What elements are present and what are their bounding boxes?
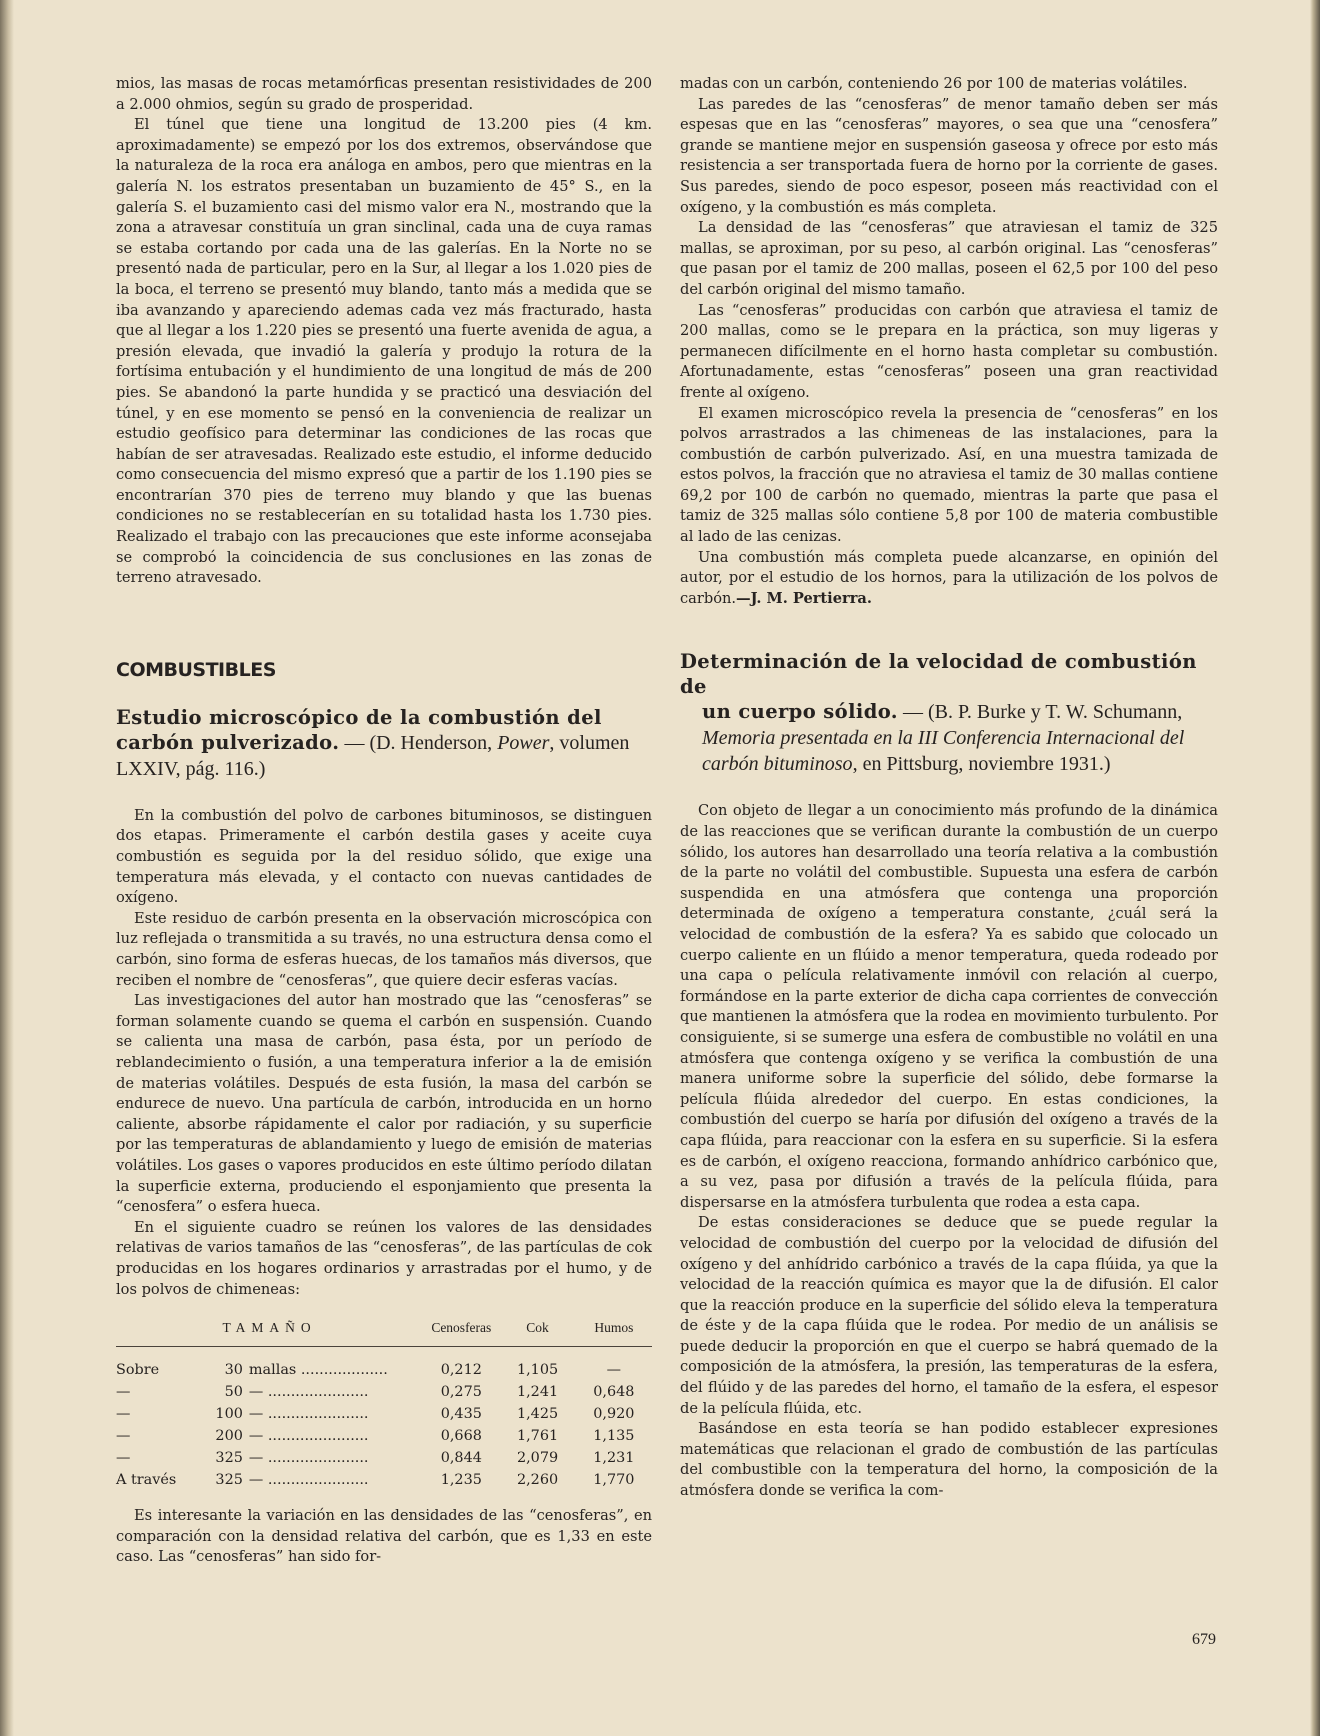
article-paragraph: El examen microscópico revela la presencia de “cenosferas” en los polvos arrastrados a las chimeneas de las instalaciones, para la combustión de carbón pulverizado. Así, en una muestra tamizada de estos polvos, la fracción que no atraviesa el tamiz de 30 mallas contiene 69,2 por 100 de carbón no quemado, mientras la parte que pasa el tamiz de 325 mallas sólo contiene 5,8 por 100 de materia combustible al lado de las cenizas. (680, 404, 1218, 546)
article-paragraph: En la combustión del polvo de carbones bituminosos, se distinguen dos etapas. Primeramente el carbón destila gases y aceite cuya combustión es seguida por la del residuo sólido, que exige una temperatura más elevada, y el contacto con nuevas cantidades de oxígeno. (116, 806, 652, 907)
cell-mesh: 30 (224, 1362, 243, 1379)
cell-mesh: 100 (215, 1406, 243, 1423)
cell-unit: — ...................... (248, 1384, 369, 1401)
closing-text: Una combustión más completa puede alcanzarse, en opinión del autor, por el estudio de los hornos, para la utilización de los polvos de carbón. (680, 548, 1218, 607)
article-ref-authors: — (B. P. Burke y T. W. Schumann, (898, 701, 1183, 724)
cell-cok: 1,241 (516, 1384, 559, 1401)
cell-cenosferas: 0,212 (440, 1362, 482, 1379)
article-ref-conference: Memoria presentada en la III Conferencia Internacional del carbón bituminoso (702, 727, 1185, 776)
cell-humos: 0,648 (593, 1384, 635, 1401)
article-ref-rest: , volumen LXXIV, pág. 116.) (116, 731, 630, 780)
table-row (116, 1446, 652, 1468)
column-header-cenosferas: Cenosferas (423, 1320, 499, 1347)
cell-prefix: — (116, 1428, 131, 1445)
article-ref-rest: , en Pittsburg, noviembre 1931.) (852, 753, 1111, 776)
table-row (116, 1402, 652, 1424)
cell-unit: — ...................... (248, 1406, 369, 1423)
cell-cenosferas: 0,275 (440, 1384, 482, 1401)
table-row (116, 1347, 652, 1381)
table-row (116, 1380, 652, 1402)
cell-unit: mallas ................... (248, 1362, 388, 1379)
table-row (116, 1468, 652, 1490)
cell-unit: — ...................... (248, 1428, 369, 1445)
article-heading-henderson (116, 705, 652, 782)
cell-cenosferas: 0,844 (440, 1450, 482, 1467)
cell-prefix: — (116, 1406, 131, 1423)
page-number: 679 (1192, 1631, 1216, 1648)
author-signature: —J. M. Pertierra. (736, 589, 872, 607)
column-header-humos: Humos (576, 1320, 652, 1347)
cell-humos: 1,231 (593, 1450, 635, 1467)
cell-cok: 1,425 (516, 1406, 559, 1423)
cell-mesh: 325 (215, 1472, 243, 1489)
cell-cok: 1,105 (516, 1362, 559, 1379)
column-header-size: TAMAÑO (116, 1320, 423, 1347)
cell-prefix: — (116, 1384, 131, 1401)
cell-humos: 1,770 (593, 1472, 635, 1489)
cell-unit: — ...................... (248, 1450, 369, 1467)
cell-mesh: 50 (224, 1384, 243, 1401)
article-paragraph: Las investigaciones del autor han mostrado que las “cenosferas” se forman solamente cuando se quema el carbón en suspensión. Cuando se calienta una masa de carbón, pasa ésta, por un período de reblandecimiento o fusión, a una temperatura inferior a la de emisión de materias volátiles. Después de esta fusión, la masa del carbón se endurece de nuevo. Una partícula de carbón, introducida en un horno caliente, absorbe rápidamente el calor por radiación, y su superficie por las temperaturas de ablandamiento y luego de emisión de materias volátiles. Los gases o vapores producidos en este último período dilatan la superficie externa, produciendo el esponjamiento que presenta la “cenosfera” o esfera hueca. (116, 992, 652, 1216)
article-title-line2: un cuerpo sólido. (702, 700, 898, 724)
column-header-cok: Cok (499, 1320, 575, 1347)
density-table (116, 1320, 652, 1490)
article-paragraph: Las “cenosferas” producidas con carbón que atraviesa el tamiz de 200 mallas, como se le prepara en la práctica, son muy ligeras y permanecen difícilmente en el horno hasta completar su combustión. Afortunadamente, estas “cenosferas” poseen una gran reactividad frente al oxígeno. (680, 301, 1218, 401)
article-paragraph: Este residuo de carbón presenta en la observación microscópica con luz reflejada o transmitida a su través, no una estructura densa como el carbón, sino forma de esferas huecas, de los tamaños más diversos, que reciben el nombre de “cenosferas”, que quiere decir esferas vacías. (116, 909, 652, 989)
article-paragraph: En el siguiente cuadro se reúnen los valores de las densidades relativas de varios tamaños de las “cenosferas”, de las partículas de cok producidas en los hogares ordinarios y arrastradas por el humo, y de los polvos de chimeneas: (116, 1218, 652, 1298)
cell-humos: — (606, 1362, 622, 1379)
cell-cok: 1,761 (516, 1428, 559, 1445)
article-ref-author: — (D. Henderson, (339, 731, 498, 754)
table-row (116, 1424, 652, 1446)
cell-unit: — ...................... (248, 1472, 369, 1489)
article-title-line1: Determinación de la velocidad de combustión de (680, 650, 1197, 699)
article-title: Estudio microscópico de la combustión del carbón pulverizado. (116, 705, 602, 754)
article-paragraph: madas con un carbón, conteniendo 26 por 100 de materias volátiles. (680, 75, 1188, 92)
cell-mesh: 200 (215, 1428, 243, 1445)
cell-cok: 2,079 (516, 1450, 559, 1467)
cell-cenosferas: 1,235 (440, 1472, 482, 1489)
cell-cenosferas: 0,435 (440, 1406, 482, 1423)
cell-cenosferas: 0,668 (440, 1428, 482, 1445)
cell-humos: 1,135 (593, 1428, 635, 1445)
page-right-edge (1310, 0, 1320, 1736)
article-paragraph: Las paredes de las “cenosferas” de menor tamaño deben ser más espesas que en las “cenosferas” mayores, o sea que una “cenosfera” grande se mantiene mejor en suspensión gaseosa y ofrece por esto más resistencia a ser transportada fuera de horno por la corriente de gases. Sus paredes, siendo de poco espesor, poseen más reactividad con el oxígeno, y la combustión es más completa. (680, 95, 1218, 216)
article-paragraph: De estas consideraciones se deduce que se puede regular la velocidad de combustión del cuerpo por la velocidad de difusión del oxígeno y del anhídrido carbónico a través de la capa flúida, ya que la velocidad de la reacción química es mayor que la de difusión. El calor que la reacción produce en la superficie del sólido eleva la temperatura de éste y de la capa flúida que le rodea. Por medio de un análisis se puede deducir la proporción en que el cuerpo se habrá quemado de la composición de la atmósfera, la presión, las temperaturas de la esfera, del flúido y de las paredes del horno, el tamaño de la esfera, el espesor de la película flúida, etc. (680, 1214, 1218, 1417)
article-paragraph: Con objeto de llegar a un conocimiento más profundo de la dinámica de las reacciones que se verifican durante la combustión de un cuerpo sólido, los autores han desarrollado una teoría relativa a la combustión de la parte no volátil del combustible. Supuesta una esfera de carbón suspendida en una atmósfera que contenga una proporción determinada de oxígeno a temperatura constante, ¿cuál será la velocidad de combustión de la esfera? Ya es sabido que colocado un cuerpo caliente en un flúido a menor temperatura, queda rodeado por una capa o película relativamente inmóvil con relación al cuerpo, formándose en la parte exterior de dicha capa corrientes de convección que mantienen la atmósfera que la rodea en movimiento turbulento. Por consiguiente, si se sumerge una esfera de combustible no volátil en una atmósfera que contenga oxígeno y se verifica la combustión de una manera uniforme sobre la superficie del sólido, debe formarse la película flúida alrededor del cuerpo. En estas condiciones, la combustión del cuerpo se haría por difusión del oxígeno a través de la capa flúida, para reaccionar con la esfera en su superficie. Si la esfera es de carbón, el oxígeno reacciona, formando anhídrico carbónico que, a su vez, pasa por difusión a través de la película flúida, para dispersarse en la atmósfera turbulenta que rodea a esta capa. (680, 802, 1218, 1211)
article-ref-journal: Power (497, 731, 550, 754)
intro-paragraph-2: El túnel que tiene una longitud de 13.200 pies (4 km. aproximadamente) se empezó por los dos extremos, observándose que la naturaleza de la roca era análoga en ambos, pero que mientras en la galería N. los estratos presentaban un buzamiento de 45° S., en la galería S. el buzamiento casi del mismo valor era N., mostrando que la zona a atravesar constituía un gran sinclinal, cada una de cuya ramas se estaba cortando por cada una de las galerías. En la Norte no se presentó nada de particular, pero en la Sur, al llegar a los 1.020 pies de la boca, el terreno se presentó muy blando, tanto más a medida que se iba avanzando y apareciendo ademas cada vez más fracturado, hasta que al llegar a los 1.220 pies se presentó una fuerte avenida de agua, a presión elevada, que invadió la galería y produjo la rotura de la fortísima entubación y el hundimiento de una longitud de más de 200 pies. Se abandonó la parte hundida y se practicó una desviación del túnel, y en ese momento se pensó en la conveniencia de realizar un estudio geofísico para determinar las condiciones de las rocas que habían de ser atravesadas. Realizado este estudio, el informe deducido como consecuencia del mismo expresó que a partir de los 1.190 pies se encontrarían 370 pies de terreno muy blando y que las buenas condiciones no se restablecerían en su totalidad hasta los 1.730 pies. Realizado el trabajo con las precauciones que este informe aconsejaba se comprobó la coincidencia de sus conclusiones en las zonas de terreno atravesado. (116, 116, 652, 587)
article-closing-paragraph (680, 548, 1218, 610)
cell-prefix: A través (116, 1472, 177, 1489)
right-column (680, 74, 1218, 1502)
article-paragraph: Basándose en esta teoría se han podido establecer expresiones matemáticas que relacionan el grado de combustión de las partículas del combustible con la temperatura del horno, la composición de la atmósfera donde se verifica la com- (680, 1420, 1218, 1500)
article-paragraph: La densidad de las “cenosferas” que atraviesan el tamiz de 325 mallas, se aproximan, por su peso, al carbón original. Las “cenosferas” que pasan por el tamiz de 200 mallas, poseen el 62,5 por 100 del peso del carbón original del mismo tamaño. (680, 219, 1218, 298)
cell-prefix: Sobre (116, 1362, 160, 1379)
article-paragraph: Es interesante la variación en las densidades de las “cenosferas”, en comparación con la densidad relativa del carbón, que es 1,33 en este caso. Las “cenosferas” han sido for- (116, 1507, 652, 1566)
page-binding-edge (0, 0, 14, 1736)
left-column (116, 74, 652, 1568)
cell-prefix: — (116, 1450, 131, 1467)
section-title: COMBUSTIBLES (116, 658, 276, 681)
cell-cok: 2,260 (516, 1472, 559, 1489)
cell-humos: 0,920 (593, 1406, 635, 1423)
article-heading-burke (680, 649, 1218, 777)
intro-paragraph-1: mios, las masas de rocas metamórficas presentan resistividades de 200 a 2.000 ohmios, según su grado de prosperidad. (116, 75, 652, 113)
cell-mesh: 325 (215, 1450, 243, 1467)
